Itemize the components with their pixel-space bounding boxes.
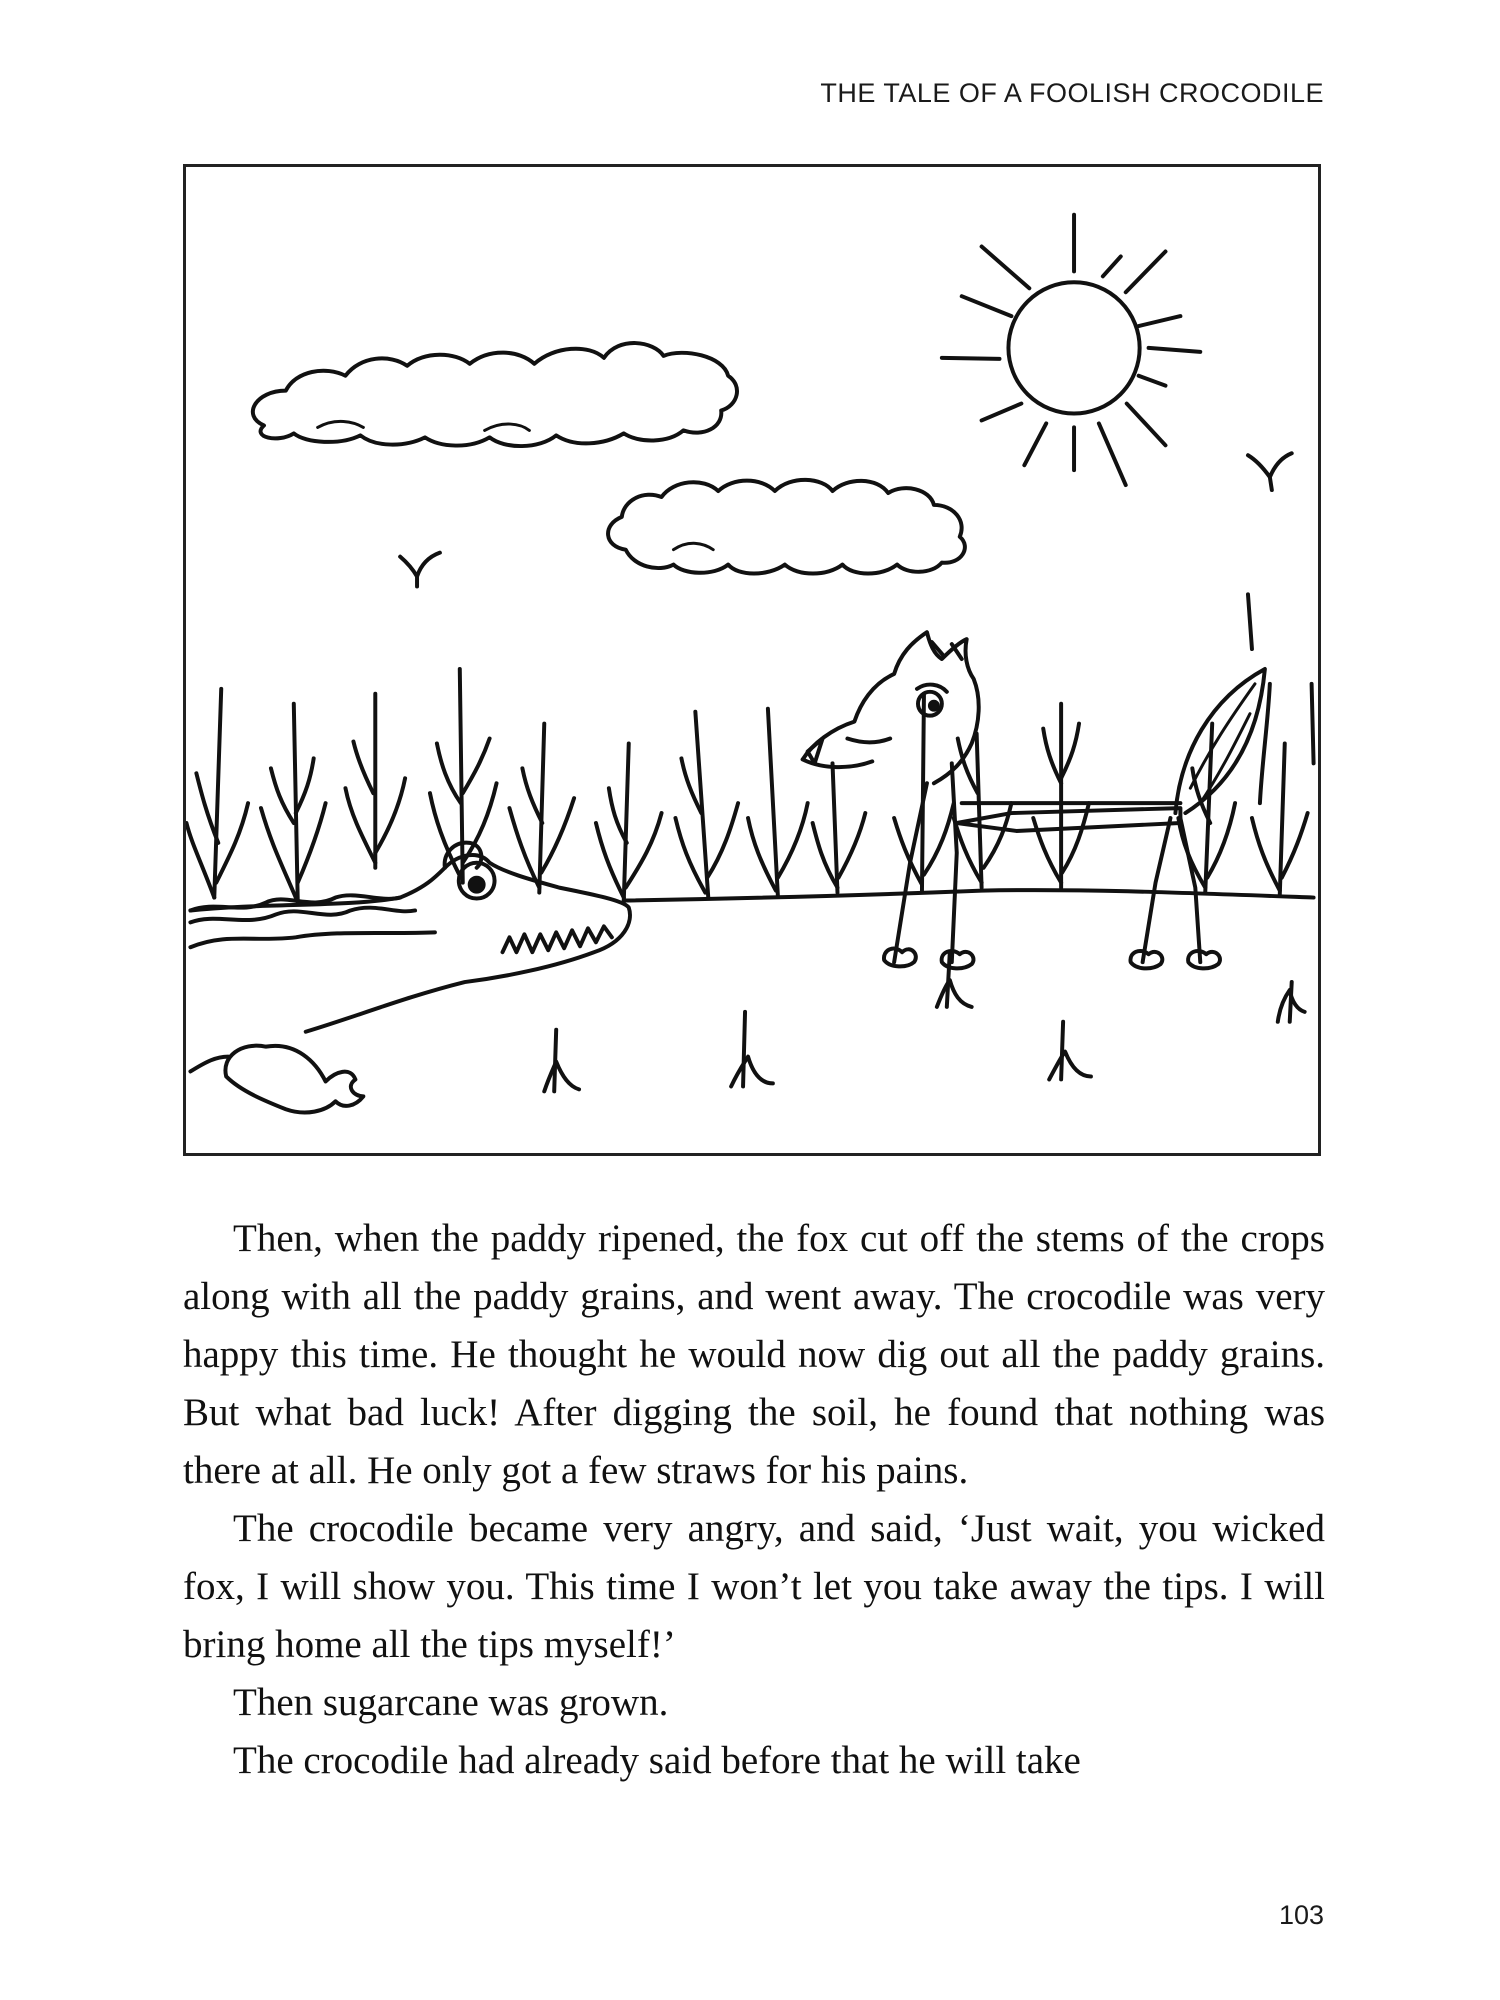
bird-icon [400,553,440,587]
paddy-plant-icon [345,694,405,868]
paddy-plant-icon [675,712,738,898]
bird-icon [1248,453,1292,490]
sun-icon [942,215,1200,485]
story-paragraph: The crocodile became very angry, and said, ‘Just wait, you wicked fox, I will show you. This time I won’t let you take away the tips. I will bring home all the tips myself!’ [183,1507,1325,1666]
crocodile-icon [190,843,630,1113]
cloud-icon [253,343,737,446]
paddy-plant-icon [1033,704,1089,888]
grass-tuft-icon [731,1012,773,1087]
paddy-plant-icon [1252,684,1314,895]
story-text [183,1210,1325,1790]
paddy-plant-icon [596,743,662,900]
paddy-plant-icon [813,763,866,892]
cloud-icon [608,480,965,574]
grass-tuft-icon [1278,982,1305,1022]
paddy-plant-icon [430,669,497,883]
page-number: 103 [1278,1900,1324,1930]
paddy-plant-icon [186,689,248,898]
running-title: THE TALE OF A FOOLISH CROCODILE [820,78,1324,108]
grass-tuft-icon [1049,1022,1091,1080]
story-paragraph: The crocodile had already said before that he will take [233,1739,1081,1782]
paddy-plant-icon [261,704,326,903]
story-paragraph: Then, when the paddy ripened, the fox cut off the stems of the crops along with all the paddy grains, and went away. The crocodile was very happy this time. He thought he would now dig out all the paddy grains. But what bad luck! After digging the soil, he found that nothing was there at all. He only got a few straws for his pains. [183,1217,1325,1492]
paddy-plant-icon [748,709,808,896]
story-paragraph: Then sugarcane was grown. [233,1681,669,1724]
fox-icon [803,632,1265,968]
paddy-plant-icon [509,724,574,893]
grass-tuft-icon [544,1030,579,1092]
story-illustration [183,164,1321,1156]
paddy-plant-icon [1178,724,1235,893]
